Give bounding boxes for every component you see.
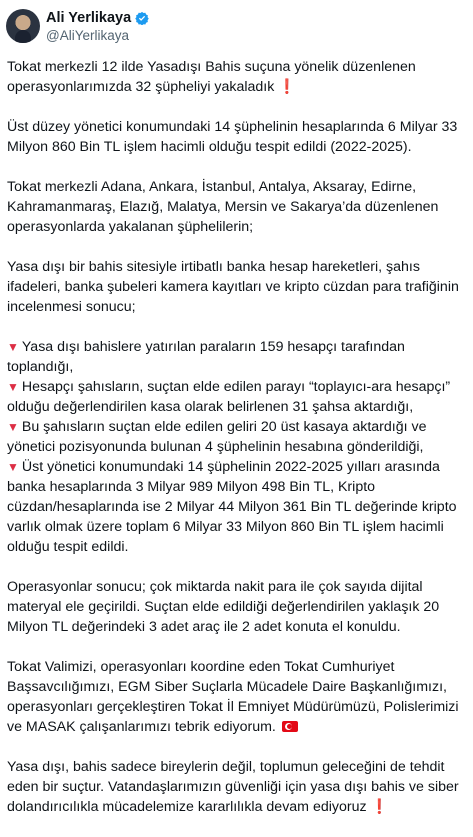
text-line: Üst düzey yönetici konumundaki 14 şüphelinin hesaplarında 6 Milyar 33 <box>7 119 458 135</box>
red-exclamation-icon: ❗ <box>274 79 296 95</box>
text-line: eden bir suçtur. Vatandaşlarımızın güvenliği için yasa dışı bahis ve siber <box>7 779 459 795</box>
author-handle[interactable]: @AliYerlikaya <box>46 28 129 43</box>
red-triangle-down-icon: ▼ <box>7 460 19 474</box>
text-line: dolandırıcılıkla mücadelemize kararlılıkla devam ediyoruz ❗ <box>7 799 389 815</box>
red-exclamation-icon: ❗ <box>366 799 389 815</box>
bullet-item-4: ▼ Üst yönetici konumundaki 14 şüphelinin 2022-2025 yılları arasında <box>7 459 440 475</box>
text-line: Milyon 860 Bin TL işlem hacimli olduğu tespit edildi (2022-2025). <box>7 139 412 155</box>
bullet-item-2: ▼ Hesapçı şahısların, suçtan elde edilen parayı “toplayıcı-ara hesapçı” <box>7 379 451 395</box>
paragraph-3 <box>7 177 469 237</box>
text-line: varlık olmak üzere toplam 6 Milyar 33 Milyon 860 Bin TL işlem hacimli <box>7 519 444 535</box>
text-line: olduğu tespit edildi. <box>7 539 129 555</box>
text-line: banka hesaplarında 3 Milyar 989 Milyon 498 Bin TL, Kripto <box>7 479 376 495</box>
text-line: operasyonları gerçekleştiren Tokat İl Emniyet Müdürümüzü, Polislerimizi <box>7 699 459 715</box>
paragraph-7 <box>7 757 469 817</box>
text-line: operasyonlarda yakalanan şüphelilerin; <box>7 219 254 235</box>
bullet-list <box>7 337 469 557</box>
text-line: cüzdan/hesaplarında ise 2 Milyar 44 Milyon 361 Bin TL değerinde kripto <box>7 499 457 515</box>
text-line: ifadeleri, banka şubeleri kamera kayıtları ve kripto cüzdan para trafiğinin <box>7 279 459 295</box>
bullet-item-1: ▼ Yasa dışı bahislere yatırılan paraların 159 hesapçı tarafından <box>7 339 405 355</box>
author-name[interactable]: Ali Yerlikaya <box>46 10 132 26</box>
text-line: operasyonlarımızda 32 şüpheliyi yakaladık ❗ <box>7 79 296 95</box>
text-line: Başsavcılığımızı, EGM Siber Suçlarla Mücadele Daire Başkanlığımızı, <box>7 679 447 695</box>
paragraph-6 <box>7 657 469 737</box>
red-triangle-down-icon: ▼ <box>7 420 19 434</box>
verified-badge-icon <box>135 11 149 25</box>
paragraph-2 <box>7 117 469 157</box>
text-line: Milyon TL değerindeki 3 adet araç ile 2 adet konuta el konuldu. <box>7 619 401 635</box>
text-line: olduğu değerlendirilen kasa olarak belirlenen 31 şahsa aktardığı, <box>7 399 414 415</box>
text-line: Yasa dışı bir bahis sitesiyle irtibatlı banka hesap hareketleri, şahıs <box>7 259 420 275</box>
author-name-row <box>46 9 149 27</box>
text-line: Tokat merkezli 12 ilde Yasadışı Bahis suçuna yönelik düzenlenen <box>7 59 416 75</box>
red-triangle-down-icon: ▼ <box>7 340 19 354</box>
text-line: Yasa dışı, bahis sadece bireylerin değil, toplumun geleceğini de tehdit <box>7 759 445 775</box>
avatar[interactable] <box>6 9 40 43</box>
text-line: Tokat Valimizi, operasyonları koordine eden Tokat Cumhuriyet <box>7 659 395 675</box>
red-triangle-down-icon: ▼ <box>7 380 19 394</box>
text-line: materyal ele geçirildi. Suçtan elde edildiği değerlendirilen yaklaşık 20 <box>7 599 440 615</box>
text-line: Tokat merkezli Adana, Ankara, İstanbul, Antalya, Aksaray, Edirne, <box>7 179 417 195</box>
paragraph-1 <box>7 57 469 97</box>
text-line: incelenmesi sonucu; <box>7 299 136 315</box>
text-line: ve MASAK çalışanlarımızı tebrik ediyorum. <box>7 717 469 737</box>
tweet-header <box>0 0 473 52</box>
text-line: Kahramanmaraş, Elazığ, Malatya, Mersin ve Sakarya’da düzenlenen <box>7 199 439 215</box>
text-line: toplandığı, <box>7 359 74 375</box>
text-line: Operasyonlar sonucu; çok miktarda nakit para ile çok sayıda dijital <box>7 579 423 595</box>
paragraph-5 <box>7 577 469 637</box>
tweet-text <box>7 57 469 837</box>
bullet-item-3: ▼ Bu şahısların suçtan elde edilen geliri 20 üst kasaya aktardığı ve <box>7 419 427 435</box>
paragraph-4 <box>7 257 469 317</box>
text-line: yönetici pozisyonunda bulunan 4 şüphelinin hesabına gönderildiği, <box>7 439 424 455</box>
turkey-flag-icon <box>282 721 298 732</box>
